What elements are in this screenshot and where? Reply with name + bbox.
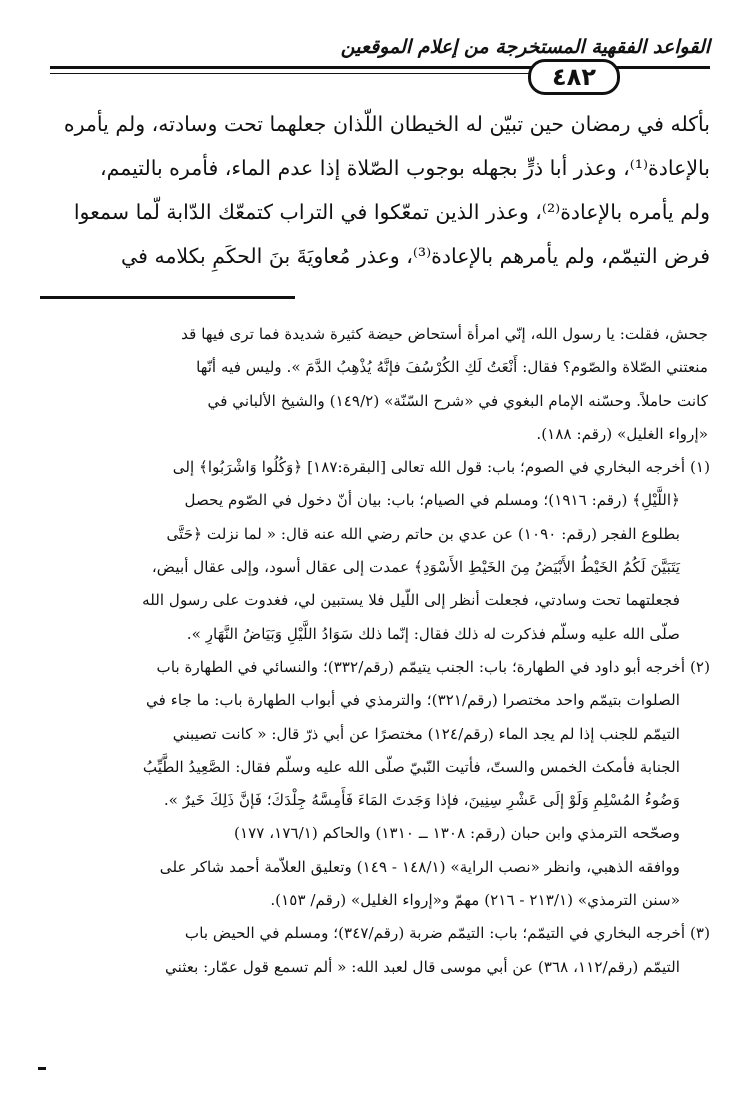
main-line: فرض التيمّم، ولم يأمرهم بالإعادة⁽³⁾، وعذر مُعاويَةَ بنَ الحكَمِ بكلامه في [121,244,710,268]
footnote-1-line: (١) أخرجه البخاري في الصوم؛ باب: قول الله تعالى [البقرة:١٨٧] ﴿وَكُلُوا وَاشْرَبُوا﴾ إلى [172,458,710,477]
footnote-line: جحش، فقلت: يا رسول الله، إنّي امرأة أستحاض حيضة كثيرة شديدة فما ترى فيها قد [181,325,708,343]
main-line: بأكله في رمضان حين تبيّن له الخيطان اللّذان جعلهما تحت وسادته، ولم يأمره [63,112,710,136]
footnote-2-line: الجنابة فأمكث الخمس والستّ، فأتيت النّبيّ صلّى الله عليه وسلّم فقال: الصَّعِيدُ الطَّيِّبُ [142,757,680,776]
footnote-line: منعتني الصّلاة والصّوم؟ فقال: أَنْعَتُ لَكِ الكُرْسُفَ فإنَّهُ يُذْهِبُ الدَّمَ ». وليس فيه أنّها [196,358,708,377]
footnote-3-line: التيمّم (رقم/١١٢، ٣٦٨) عن أبي موسى قال لعبد الله: « ألم تسمع قول عمّار: بعثني [164,957,680,976]
main-text-block [45,102,710,278]
footnote-2-line: ووافقه الذهبي، وانظر «نصب الراية» (١٤٨/١ - ١٤٩) وتعليق العلاّمة أحمد شاكر على [159,857,680,876]
footnotes-block [38,318,710,984]
footnote-2-line: وَضُوءُ المُسْلِمِ وَلَوْ إلَى عَشْرِ سِنِينَ، فإذا وَجَدتَ المَاءَ فَأَمِسَّهُ جِلْدَكَ؛ فَإنَّ ذَلِكَ خَيرٌ ». [163,791,680,810]
footnote-2-line: الصلوات بتيمّم واحد مختصرا (رقم/٣٢١)؛ والترمذي في أبواب الطهارة باب: ما جاء في [145,691,680,710]
footnote-1-line: بطلوع الفجر (رقم: ١٠٩٠) عن عدي بن حاتم رضي الله عنه قال: « لما نزلت ﴿حَتَّى [166,524,680,543]
header-rule-thin [50,73,535,74]
footnote-1-line: يَتَبَيَّنَ لَكُمُ الخَيْطُ الأَبْيَضُ مِنَ الخَيْطِ الأَسْوَدِ﴾ عمدت إلى عقال أسود، وإلى عقال أبيض، [151,558,680,577]
running-header-title: القواعد الفقهية المستخرجة من إعلام الموقعين [340,36,710,58]
footnote-2-line: التيمّم للجنب إذا لم يجد الماء (رقم/١٢٤) مختصرًا عن أبي ذرّ قال: « كانت تصيبني [172,724,680,743]
continuation-dash [38,1067,46,1070]
footnote-1-line: فجعلتهما تحت وسادتي، فجعلت أنظر إلى اللّيل فلا يستبين لي، فغدوت على رسول الله [142,591,680,610]
footnote-line: «إرواء الغليل» (رقم: ١٨٨). [536,424,708,443]
footnote-line: كانت حاملاً. وحسّنه الإمام البغوي في «شرح السّنّة» (١٤٩/٢) والشيخ الألباني في [207,391,708,410]
main-line: ولم يأمره بالإعادة⁽²⁾، وعذر الذين تمعّكوا في التراب كتمعّك الدّابة لّما سمعوا [73,200,710,224]
main-line: بالإعادة⁽¹⁾، وعذر أبا ذرٍّ بجهله بوجوب الصّلاة إذا عدم الماء، فأمره بالتيمم، [99,156,710,180]
page-number-badge: ٤٨٢ [528,59,620,95]
footnote-3-line: (٣) أخرجه البخاري في التيمّم؛ باب: التيمّم ضربة (رقم/٣٤٧)؛ ومسلم في الحيض باب [184,924,710,943]
footnote-2-line: (٢) أخرجه أبو داود في الطهارة؛ باب: الجنب يتيمّم (رقم/٣٣٢)؛ والنسائي في الطهارة باب [156,657,710,676]
footnote-2-line: «سنن الترمذي» (٢١٣/١ - ٢١٦) مهمّ و«إرواء الغليل» (رقم/ ١٥٣). [270,891,680,910]
footnote-1-line: صلّى الله عليه وسلّم فذكرت له ذلك فقال: إنّما ذلك سَوَادُ اللَّيْلِ وَبَيَاضُ النَّهَارِ ». [186,624,680,643]
footnote-2-line: وصحّحه الترمذي وابن حبان (رقم: ١٣٠٨ ــ ١٣١٠) والحاكم (١٧٦/١، ١٧٧) [234,824,680,843]
footnote-1-line: ﴿اللَّيْلِ﴾ (رقم: ١٩١٦)؛ ومسلم في الصيام؛ باب: بيان أنّ دخول في الصّوم يحصل [184,491,680,510]
footnote-separator [40,296,295,299]
